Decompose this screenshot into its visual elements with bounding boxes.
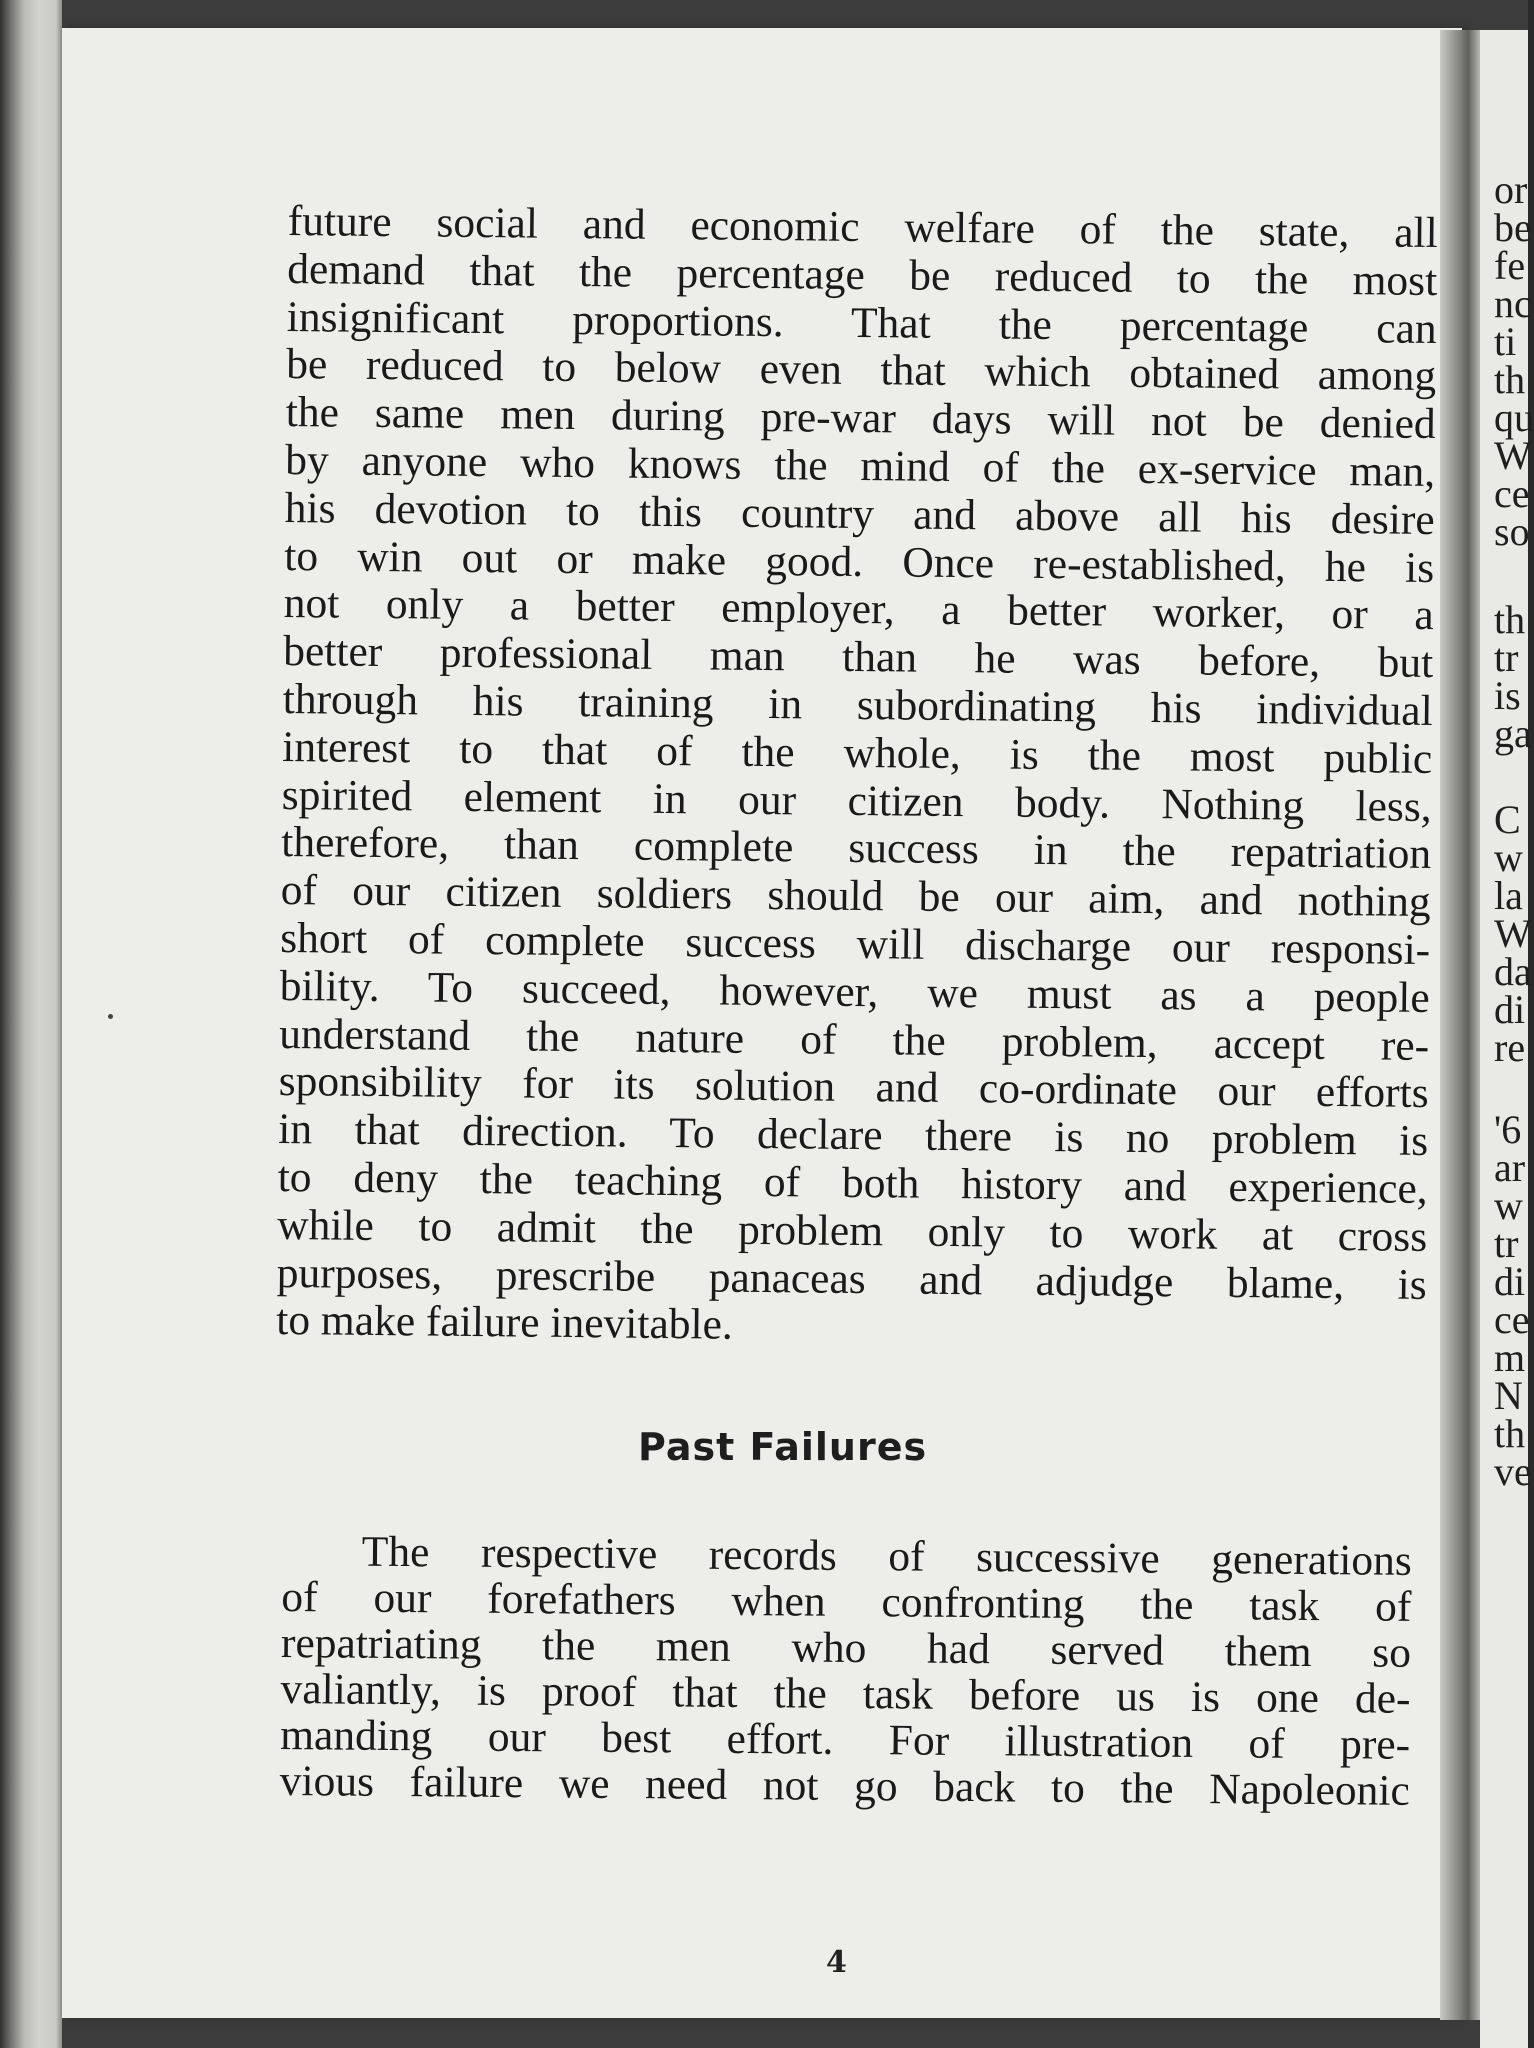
text-line: not only a better employer, a better worker, or a: [283, 579, 1434, 640]
facing-page-fragment: ga: [1494, 711, 1532, 756]
text-line: be reduced to below even that which obtained among: [286, 340, 1437, 401]
text-line: better professional man than he was before, but: [283, 627, 1434, 688]
facing-page-fragment: W: [1494, 911, 1532, 956]
text-line: The respective records of successive generations: [361, 1527, 1412, 1585]
facing-page-fragment: is: [1494, 673, 1521, 718]
text-line: valiantly, is proof that the task before us is one de-: [280, 1664, 1411, 1723]
text-line: his devotion to this country and above all his desire: [284, 483, 1435, 544]
facing-page-fragment: da: [1494, 949, 1532, 994]
text-line: repatriating the men who had served them so: [280, 1618, 1412, 1677]
facing-page-edge: [1480, 30, 1534, 2048]
page-number: 4: [826, 1945, 847, 1980]
text-line: bility. To succeed, however, we must as a people: [279, 961, 1430, 1022]
text-line: understand the nature of the problem, accept re-: [278, 1009, 1430, 1070]
facing-page-fragment: ti: [1494, 319, 1517, 364]
text-line: short of complete success will discharge our responsi-: [280, 913, 1431, 974]
paragraph-2: [280, 1528, 1412, 1814]
text-line: by anyone who knows the mind of the ex-service man,: [285, 435, 1436, 497]
facing-page-fragment: ve: [1494, 1449, 1532, 1494]
facing-page-fragment: di: [1494, 1259, 1526, 1304]
text-line: of our citizen soldiers should be our aim, and nothing: [280, 866, 1431, 927]
text-line: sponsibility for its solution and co-ordinate our efforts: [278, 1057, 1429, 1118]
facing-page-fragment: tr: [1494, 1221, 1519, 1266]
text-line: therefore, than complete success in the repatriation: [281, 818, 1432, 879]
facing-page-fragment: nc: [1494, 281, 1532, 326]
facing-page-fragment: tr: [1494, 635, 1519, 680]
text-line: while to admit the problem only to work at cross: [276, 1200, 1428, 1261]
facing-page-fragment: w: [1494, 835, 1523, 880]
facing-page-fragment: th: [1494, 1411, 1526, 1456]
facing-page-fragment: th: [1494, 597, 1526, 642]
text-line: demand that the percentage be reduced to the most: [287, 244, 1438, 305]
text-line: in that direction. To declare there is no problem is: [277, 1105, 1429, 1166]
facing-page-fragment: fe: [1494, 243, 1526, 288]
text-line: spirited element in our citizen body. Nothing less,: [281, 770, 1432, 831]
facing-page-fragment: m: [1494, 1335, 1526, 1380]
facing-page-fragment: C: [1494, 797, 1521, 842]
text-line: to deny the teaching of both history and experience,: [277, 1152, 1428, 1213]
facing-page-fragment: so: [1494, 509, 1530, 554]
facing-page-fragment: th: [1494, 357, 1526, 402]
book-left-edge: [0, 0, 62, 2048]
text-line: to make failure inevitable.: [275, 1296, 734, 1350]
facing-page-fragment: or: [1494, 167, 1528, 212]
text-line: purposes, prescribe panaceas and adjudge blame, is: [276, 1248, 1427, 1309]
text-line: of our forefathers when confronting the task of: [281, 1572, 1412, 1631]
text-line: the same men during pre-war days will not be denied: [285, 388, 1436, 449]
paragraph-1: [276, 198, 1438, 1357]
text-line: future social and economic welfare of the state, all: [287, 197, 1438, 258]
facing-page-fragment: be: [1494, 205, 1532, 250]
facing-page-fragment: re: [1494, 1025, 1526, 1070]
text-line: through his training in subordinating his individual: [282, 674, 1433, 735]
text-line: manding our best effort. For illustration of pre-: [279, 1710, 1411, 1769]
book-gutter: [1440, 30, 1480, 2020]
facing-page-fragment: di: [1494, 987, 1526, 1032]
facing-page-fragment: ar: [1494, 1145, 1526, 1190]
text-line: vious failure we need not go back to the Napoleonic: [279, 1756, 1410, 1815]
facing-page-fragment: qu: [1494, 395, 1534, 440]
text-line: interest to that of the whole, is the most public: [282, 722, 1433, 783]
facing-page-fragment: W: [1494, 433, 1532, 478]
facing-page-fragment: la: [1494, 873, 1523, 918]
facing-page-fragment: '6: [1494, 1107, 1522, 1152]
text-line: insignificant proportions. That the percentage can: [286, 292, 1437, 353]
facing-page-fragment: ce: [1494, 471, 1530, 516]
facing-page-fragment: w: [1494, 1183, 1523, 1228]
facing-page-fragment: ce: [1494, 1297, 1530, 1342]
section-heading: Past Failures: [638, 1425, 928, 1469]
text-line: to win out or make good. Once re-established, he is: [284, 531, 1435, 592]
facing-page-fragment: N: [1494, 1373, 1523, 1418]
dust-speck: [108, 1014, 113, 1019]
